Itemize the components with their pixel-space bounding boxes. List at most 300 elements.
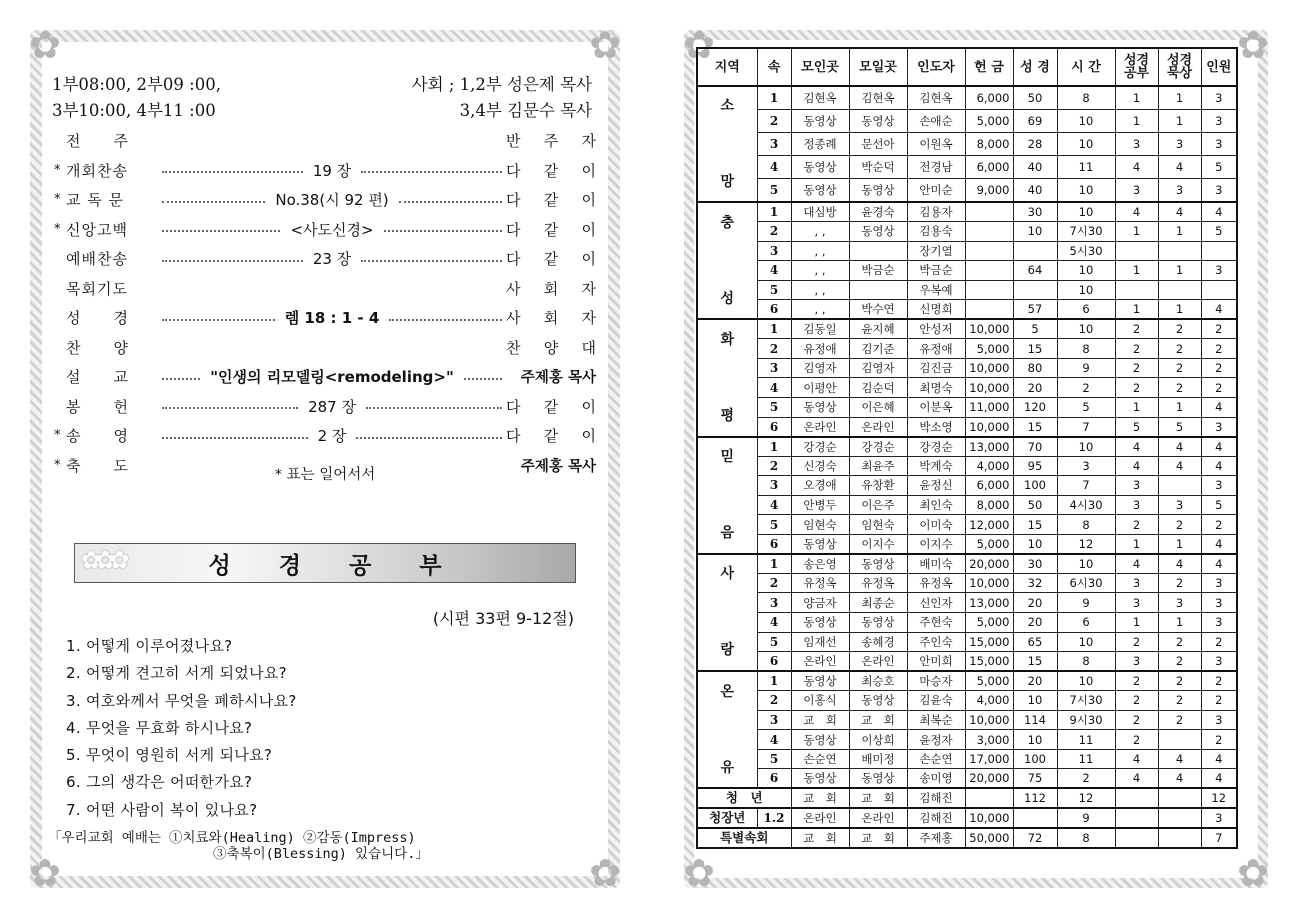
table-cell: 15 (1013, 515, 1057, 535)
table-cell: 4 (1201, 749, 1237, 769)
worship-order-list (54, 126, 596, 480)
table-cell: 신경숙 (791, 456, 849, 476)
table-cell: 교 회 (791, 710, 849, 730)
table-cell: 3 (1115, 573, 1158, 593)
table-cell: 유정옥 (849, 573, 907, 593)
church-motto (48, 830, 429, 862)
table-cell: 1 (1158, 612, 1201, 632)
table-cell: 임현숙 (849, 515, 907, 535)
group-name: 청 년 (697, 788, 791, 808)
table-row (697, 632, 1237, 652)
order-line (54, 215, 596, 245)
table-cell: 2 (1158, 378, 1201, 398)
table-cell: 동영상 (791, 612, 849, 632)
table-cell: 12 (1057, 788, 1115, 808)
table-cell: 2 (1158, 339, 1201, 359)
table-cell: 최명숙 (907, 378, 965, 398)
table-cell: 28 (1013, 132, 1057, 155)
table-cell: 동영상 (791, 671, 849, 691)
corner-flower-icon: ✿ (589, 23, 621, 67)
table-cell (1158, 808, 1201, 828)
table-cell: 1 (1158, 109, 1201, 132)
table-cell: 6시30 (1057, 573, 1115, 593)
table-cell: 17,000 (965, 749, 1013, 769)
table-cell: 20 (1013, 593, 1057, 613)
table-cell: 9 (1057, 358, 1115, 378)
group-name: 특별속회 (697, 828, 791, 848)
table-cell: 4 (1201, 456, 1237, 476)
bible-study-title: 성 경 공 부 (208, 552, 462, 579)
table-cell: , , (791, 222, 849, 242)
table-cell: 3 (1158, 593, 1201, 613)
cell-number: 2 (757, 573, 791, 593)
table-cell: 2 (1201, 730, 1237, 750)
table-row (697, 437, 1237, 457)
bible-passage: (시편 33편 9-12절) (432, 609, 574, 628)
table-cell: 대심방 (791, 202, 849, 222)
region-name: 온 유 (697, 671, 757, 788)
dotted-leader (162, 407, 298, 409)
study-question: 2. 어떻게 견고히 서게 되었나요? (66, 664, 287, 683)
table-row (697, 612, 1237, 632)
region-name: 화 평 (697, 319, 757, 436)
table-cell: 4 (1201, 397, 1237, 417)
table-cell: 교 회 (849, 828, 907, 848)
table-cell (1115, 280, 1158, 300)
cell-number: 5 (757, 179, 791, 202)
order-item-content: No.38(시 92 편) (275, 191, 389, 210)
table-row (697, 358, 1237, 378)
order-line (54, 303, 596, 333)
table-cell: 5,000 (965, 339, 1013, 359)
order-item-content: 렘 18 : 1 - 4 (284, 309, 380, 328)
study-question: 3. 여호와께서 무엇을 폐하시나요? (66, 691, 297, 710)
table-cell: 2 (1201, 339, 1237, 359)
table-cell: 온라인 (791, 808, 849, 828)
cell-number: 1 (757, 86, 791, 109)
dotted-leader (389, 319, 502, 321)
table-cell: 신명희 (907, 300, 965, 320)
table-cell: 6 (1057, 612, 1115, 632)
table-cell: 2 (1115, 710, 1158, 730)
column-header: 모일곳 (849, 48, 907, 86)
table-cell: 8 (1057, 339, 1115, 359)
cell-number: 3 (757, 132, 791, 155)
cell-number: 1 (757, 319, 791, 339)
table-cell: 2 (1115, 378, 1158, 398)
table-row (697, 828, 1237, 848)
cell-number: 5 (757, 632, 791, 652)
table-cell: 동영상 (791, 730, 849, 750)
table-cell: 동영상 (791, 156, 849, 179)
table-cell: 최인숙 (907, 495, 965, 515)
table-cell: 3 (1201, 612, 1237, 632)
cell-number: 3 (757, 593, 791, 613)
table-cell: 5 (1057, 397, 1115, 417)
table-cell: 유정애 (907, 339, 965, 359)
table-cell (1158, 730, 1201, 750)
table-cell: 10 (1057, 319, 1115, 339)
table-row (697, 534, 1237, 554)
table-cell: 4 (1201, 554, 1237, 574)
table-cell: 9 (1057, 593, 1115, 613)
table-row (697, 691, 1237, 711)
motto-line-2: ③축복이(Blessing) 있습니다.」 (213, 846, 429, 862)
table-cell: 교 회 (791, 828, 849, 848)
service-times (52, 72, 592, 124)
order-item-name: 목회기도 (66, 279, 128, 298)
order-line (54, 392, 596, 422)
table-cell (1013, 241, 1057, 261)
table-cell: 동영상 (849, 769, 907, 789)
table-cell: 1 (1115, 261, 1158, 281)
table-cell: 75 (1013, 769, 1057, 789)
table-cell: 13,000 (965, 437, 1013, 457)
order-item-content: "인생의 리모델링<remodeling>" (210, 368, 454, 387)
table-cell: 이홍식 (791, 691, 849, 711)
study-question: 5. 무엇이 영원히 서게 되나요? (66, 746, 273, 765)
cell-number: 6 (757, 534, 791, 554)
order-item-leader: 찬 양 대 (506, 338, 596, 357)
dotted-leader (162, 230, 280, 232)
table-cell: 40 (1013, 179, 1057, 202)
table-cell: 이원옥 (907, 132, 965, 155)
standing-note: * 표는 일어서서 (274, 467, 376, 483)
order-item-name: 교 독 문 (66, 191, 125, 210)
table-cell: 6 (1057, 300, 1115, 320)
table-cell: 4 (1115, 456, 1158, 476)
order-fill (158, 248, 506, 269)
table-cell: 2 (1158, 710, 1201, 730)
table-cell: 2 (1115, 730, 1158, 750)
cell-number: 1 (757, 437, 791, 457)
table-cell: 64 (1013, 261, 1057, 281)
order-item-leader: 다 같 이 (506, 250, 596, 269)
table-cell: 10 (1057, 280, 1115, 300)
order-item-name: 개회찬송 (66, 161, 128, 180)
table-cell: 10,000 (965, 319, 1013, 339)
table-row (697, 132, 1237, 155)
cell-number: 6 (757, 652, 791, 672)
table-cell: 2 (1115, 319, 1158, 339)
order-item-name: 설 교 (66, 368, 129, 387)
table-cell: 10 (1057, 632, 1115, 652)
cell-number: 3 (757, 476, 791, 496)
table-cell: 3 (1201, 109, 1237, 132)
standing-mark: * (54, 162, 61, 178)
table-cell: 1 (1158, 222, 1201, 242)
cell-number: 2 (757, 339, 791, 359)
table-row (697, 397, 1237, 417)
order-item-name: 예배찬송 (66, 250, 128, 269)
table-cell: 이평안 (791, 378, 849, 398)
cell-number: 2 (757, 109, 791, 132)
corner-flower-icon: ✿ (683, 23, 715, 67)
table-cell: 교 회 (849, 710, 907, 730)
cell-number: 5 (757, 749, 791, 769)
table-cell: 2 (1158, 691, 1201, 711)
table-cell: 김용자 (907, 202, 965, 222)
table-row (697, 593, 1237, 613)
cell-meeting-table (696, 47, 1238, 849)
table-cell: 4 (1115, 202, 1158, 222)
table-cell: 6,000 (965, 86, 1013, 109)
table-cell: 주인숙 (907, 632, 965, 652)
table-cell: 박수연 (849, 300, 907, 320)
table-row (697, 456, 1237, 476)
table-cell: 15 (1013, 417, 1057, 437)
table-cell: 9 (1057, 808, 1115, 828)
table-cell: 안미순 (907, 179, 965, 202)
cell-number: 5 (757, 515, 791, 535)
cell-number: 4 (757, 730, 791, 750)
table-cell: 박계숙 (907, 456, 965, 476)
table-cell: 10 (1057, 109, 1115, 132)
table-cell: 김현옥 (791, 86, 849, 109)
table-cell: 2 (1201, 319, 1237, 339)
table-cell (1115, 828, 1158, 848)
order-item-leader: 다 같 이 (506, 427, 596, 446)
table-cell: 3 (1201, 132, 1237, 155)
cell-number: 2 (757, 222, 791, 242)
table-cell: 3 (1201, 179, 1237, 202)
table-cell: 112 (1013, 788, 1057, 808)
table-cell: 유정애 (791, 339, 849, 359)
table-cell (849, 241, 907, 261)
order-line (54, 274, 596, 304)
table-cell: 5,000 (965, 671, 1013, 691)
table-cell: 4,000 (965, 456, 1013, 476)
table-cell: 온라인 (849, 417, 907, 437)
table-cell: 57 (1013, 300, 1057, 320)
table-cell: 2 (1115, 632, 1158, 652)
table-cell: 10 (1057, 179, 1115, 202)
table-cell: 동영상 (791, 179, 849, 202)
table-cell: 95 (1013, 456, 1057, 476)
table-cell: 김진금 (907, 358, 965, 378)
table-cell (965, 280, 1013, 300)
table-row (697, 109, 1237, 132)
table-row (697, 86, 1237, 109)
table-cell: 2 (1057, 769, 1115, 789)
table-cell: 김기준 (849, 339, 907, 359)
table-row (697, 710, 1237, 730)
study-question: 1. 어떻게 이루어졌나요? (66, 637, 233, 655)
cell-number: 1 (757, 554, 791, 574)
table-cell: 이상희 (849, 730, 907, 750)
table-cell: 김영자 (849, 358, 907, 378)
cell-number: 3 (757, 241, 791, 261)
corner-flower-icon: ✿ (29, 23, 61, 67)
table-cell: 6,000 (965, 476, 1013, 496)
table-cell (965, 261, 1013, 281)
order-fill (158, 219, 506, 240)
table-cell: 2 (1158, 632, 1201, 652)
order-fill (158, 189, 506, 210)
table-cell: 유정옥 (791, 573, 849, 593)
cell-number: 5 (757, 397, 791, 417)
cell-number: 3 (757, 358, 791, 378)
table-cell: 72 (1013, 828, 1057, 848)
cell-number: 6 (757, 417, 791, 437)
table-cell: 8 (1057, 515, 1115, 535)
table-cell: 3 (1158, 179, 1201, 202)
corner-flower-icon: ✿ (683, 851, 715, 895)
table-cell: 2 (1115, 671, 1158, 691)
table-cell: 3 (1115, 179, 1158, 202)
table-cell: 80 (1013, 358, 1057, 378)
column-header: 인원 (1201, 48, 1237, 86)
table-row (697, 788, 1237, 808)
table-cell: 동영상 (791, 534, 849, 554)
dotted-leader (399, 201, 502, 203)
dotted-leader (162, 260, 303, 262)
table-cell: 최복순 (907, 710, 965, 730)
region-name: 믿 음 (697, 437, 757, 554)
order-item-name: 축 도 (66, 456, 129, 475)
table-cell: 이지수 (907, 534, 965, 554)
table-cell: 7 (1057, 476, 1115, 496)
table-cell: 2 (1158, 573, 1201, 593)
table-cell: 2 (1158, 652, 1201, 672)
table-cell: 최승호 (849, 671, 907, 691)
table-cell: 1 (1158, 300, 1201, 320)
table-cell: 박금순 (907, 261, 965, 281)
table-row (697, 515, 1237, 535)
dotted-leader (384, 230, 502, 232)
table-cell: 동영상 (849, 222, 907, 242)
study-question: 6. 그의 생각은 어떠한가요? (66, 773, 253, 792)
table-cell: 4 (1158, 456, 1201, 476)
standing-mark: * (54, 221, 61, 237)
table-row (697, 202, 1237, 222)
table-cell: 안병두 (791, 495, 849, 515)
table-cell: 김영자 (791, 358, 849, 378)
table-cell: 3 (1201, 476, 1237, 496)
table-cell: 2 (1158, 358, 1201, 378)
table-cell (1115, 788, 1158, 808)
table-cell: 이분옥 (907, 397, 965, 417)
table-cell: 12 (1201, 788, 1237, 808)
table-cell: 양금자 (791, 593, 849, 613)
table-cell: 5,000 (965, 612, 1013, 632)
order-item-name: 신앙고백 (66, 220, 128, 239)
table-cell: 안성저 (907, 319, 965, 339)
table-row (697, 769, 1237, 789)
table-cell: 1 (1158, 534, 1201, 554)
table-cell: 1 (1115, 397, 1158, 417)
table-cell: 7 (1201, 828, 1237, 848)
table-row (697, 222, 1237, 242)
order-item-leader: 다 같 이 (506, 220, 596, 239)
order-item-leader: 반 주 자 (506, 132, 596, 151)
table-cell: 김용숙 (907, 222, 965, 242)
order-item-name: 봉 헌 (66, 397, 129, 416)
table-cell: 8 (1057, 828, 1115, 848)
column-header: 지역 (697, 48, 757, 86)
table-cell: 윤정신 (907, 476, 965, 496)
table-cell: 임현숙 (791, 515, 849, 535)
table-cell: 동영상 (849, 612, 907, 632)
table-cell: 8 (1057, 86, 1115, 109)
table-cell: 5,000 (965, 534, 1013, 554)
order-fill (158, 346, 506, 348)
table-cell (1201, 241, 1237, 261)
table-cell: 30 (1013, 554, 1057, 574)
presider-2: 3,4부 김문수 목사 (459, 101, 592, 120)
cell-number: 4 (757, 156, 791, 179)
table-cell: 9,000 (965, 179, 1013, 202)
table-cell: 우복예 (907, 280, 965, 300)
corner-flower-icon: ✿ (1237, 23, 1269, 67)
table-cell: 3 (1057, 456, 1115, 476)
table-cell: 교 회 (849, 788, 907, 808)
table-cell (965, 300, 1013, 320)
table-cell (1115, 808, 1158, 828)
order-fill (158, 287, 506, 289)
table-cell (965, 202, 1013, 222)
table-cell: 손애순 (907, 109, 965, 132)
table-row (697, 339, 1237, 359)
table-cell (965, 241, 1013, 261)
table-cell: 3 (1201, 86, 1237, 109)
column-header: 모인곳 (791, 48, 849, 86)
column-header: 성 경 (1013, 48, 1057, 86)
table-cell: 교 회 (791, 788, 849, 808)
table-cell: 10 (1013, 730, 1057, 750)
table-cell: 70 (1013, 437, 1057, 457)
table-row (697, 319, 1237, 339)
table-cell: 배미정 (849, 749, 907, 769)
study-question: 7. 어떤 사람이 복이 있나요? (66, 800, 258, 819)
order-item-leader: 주제홍 목사 (520, 458, 596, 475)
table-cell: 3 (1158, 132, 1201, 155)
column-header: 속 (757, 48, 791, 86)
table-row (697, 179, 1237, 202)
table-cell: 50 (1013, 86, 1057, 109)
motto-line-1: 「우리교회 예배는 ①치료와(Healing) ②감동(Impress) (48, 830, 416, 846)
table-cell: 12 (1057, 534, 1115, 554)
worship-order-page (29, 23, 621, 895)
table-row (697, 573, 1237, 593)
table-cell: 이은혜 (849, 397, 907, 417)
corner-flower-icon: ✿ (589, 851, 621, 895)
order-item-leader: 다 같 이 (506, 191, 596, 210)
table-cell: 김동일 (791, 319, 849, 339)
table-cell: 114 (1013, 710, 1057, 730)
table-cell: 주현숙 (907, 612, 965, 632)
table-cell: 신인자 (907, 593, 965, 613)
order-item-content: 287 장 (308, 397, 356, 416)
table-cell: 동영상 (791, 769, 849, 789)
order-fill (158, 160, 506, 181)
table-cell: 1 (1158, 397, 1201, 417)
table-cell: 3 (1201, 573, 1237, 593)
table-cell: 11 (1057, 749, 1115, 769)
column-header: 인도자 (907, 48, 965, 86)
table-cell: 11 (1057, 156, 1115, 179)
table-cell: 손순연 (907, 749, 965, 769)
group-name: 청장년 (697, 808, 757, 828)
table-cell: 강경순 (791, 437, 849, 457)
cell-number: 2 (757, 456, 791, 476)
table-cell: 1 (1158, 86, 1201, 109)
table-cell: , , (791, 261, 849, 281)
table-cell: 윤경숙 (849, 202, 907, 222)
table-cell: 오경애 (791, 476, 849, 496)
table-cell: 3 (1115, 132, 1158, 155)
table-cell: 7 (1057, 417, 1115, 437)
